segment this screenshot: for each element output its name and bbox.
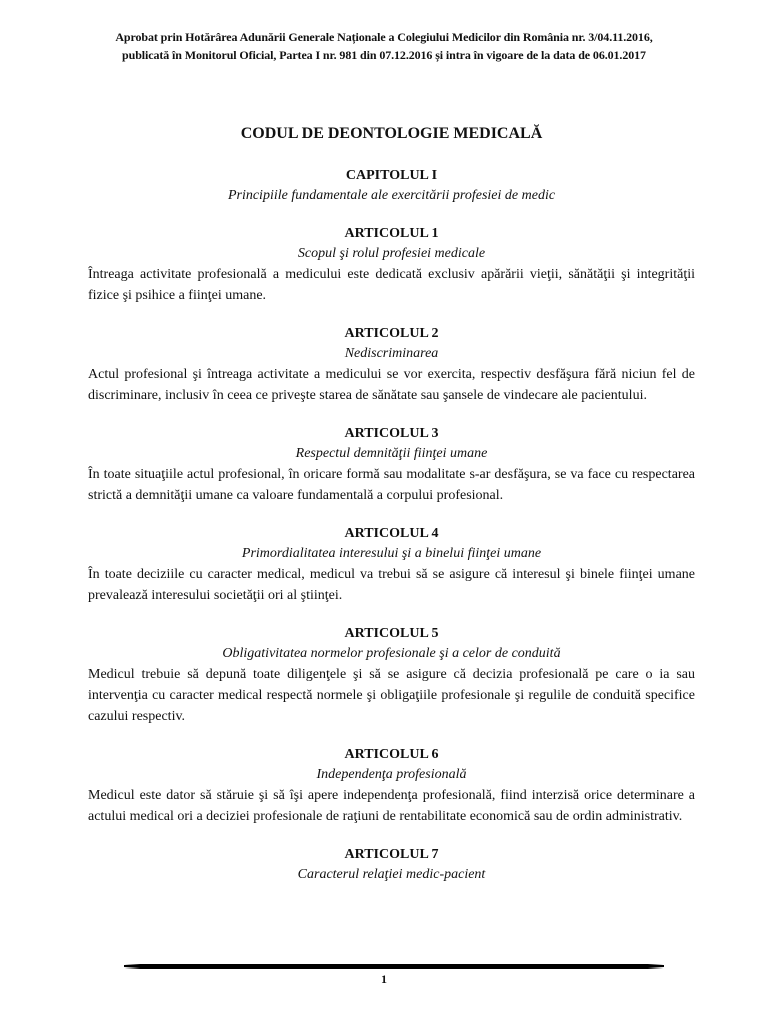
article-subtitle: Primordialitatea interesului şi a binelui fiinţei umane [241, 546, 542, 561]
article-2 [88, 324, 695, 406]
article-subtitle: Caracterul relaţiei medic-pacient [297, 867, 486, 882]
article-4 [88, 524, 695, 606]
document-body [88, 124, 695, 903]
chapter-section [88, 166, 695, 206]
chapter-heading: CAPITOLUL I [345, 168, 438, 183]
article-heading: ARTICOLUL 7 [344, 847, 439, 862]
article-subtitle: Obligativitatea normelor profesionale şi a celor de conduită [222, 646, 561, 661]
document-title: CODUL DE DEONTOLOGIE MEDICALĂ [240, 125, 543, 142]
article-heading: ARTICOLUL 6 [344, 747, 439, 762]
article-heading: ARTICOLUL 2 [344, 326, 439, 341]
article-heading: ARTICOLUL 1 [344, 226, 439, 241]
page-number: 1 [381, 972, 387, 986]
article-heading: ARTICOLUL 3 [344, 426, 439, 441]
article-heading: ARTICOLUL 5 [344, 626, 439, 641]
article-text: În toate deciziile cu caracter medical, medicul va trebui să se asigure că interesul şi binele fiinţei umane prevalează interesului societăţii ori al ştiinţei. [88, 567, 695, 603]
article-subtitle: Nediscriminarea [344, 346, 439, 361]
chapter-subtitle: Principiile fundamentale ale exercitării profesiei de medic [227, 188, 556, 203]
article-subtitle: Scopul şi rolul profesiei medicale [297, 246, 486, 261]
approval-header [60, 28, 708, 64]
article-text: Întreaga activitate profesională a medicului este dedicată exclusiv apărării vieţii, sănătăţii şi integrităţii fizice şi psihice a fiinţei umane. [88, 267, 695, 303]
article-text: Medicul este dator să stăruie şi să îşi apere independenţa profesională, fiind interzisă orice determinare a actului medical ori a deciziei profesionale de raţiuni de rentabilitate economică sau de ordin administrativ. [88, 788, 695, 824]
article-text: Medicul trebuie să depună toate diligenţele şi să se asigure că decizia profesională pe care o ia sau intervenţia cu caracter medical respectă normele şi obligaţiile profesionale şi regulile de conduită specifice cazului respectiv. [88, 667, 695, 724]
article-heading: ARTICOLUL 4 [344, 526, 439, 541]
article-1 [88, 224, 695, 306]
article-subtitle: Respectul demnităţii fiinţei umane [295, 446, 488, 461]
article-3 [88, 424, 695, 506]
article-text: Actul profesional şi întreaga activitate a medicului se vor exercita, respectiv desfăşura fără niciun fel de discriminare, inclusiv în ceea ce priveşte starea de sănătate sau şansele de vindecare ale pacientului. [88, 367, 695, 403]
article-text: În toate situaţiile actul profesional, în oricare formă sau modalitate s-ar desfăşura, se va face cu respectarea strictă a demnităţii umane ca valoare fundamentală a corpului profesional. [88, 467, 695, 503]
article-6 [88, 745, 695, 827]
approval-header-line-2: publicată în Monitorul Oficial, Partea I nr. 981 din 07.12.2016 și intra în vigoare de la data de 06.01.2017 [122, 48, 646, 62]
footer-divider [124, 964, 664, 969]
approval-header-line-1: Aprobat prin Hotărârea Adunării Generale Naționale a Colegiului Medicilor din România nr. 3/04.11.2016, [115, 30, 653, 44]
article-subtitle: Independenţa profesională [316, 767, 467, 782]
article-5 [88, 624, 695, 727]
article-7 [88, 845, 695, 885]
